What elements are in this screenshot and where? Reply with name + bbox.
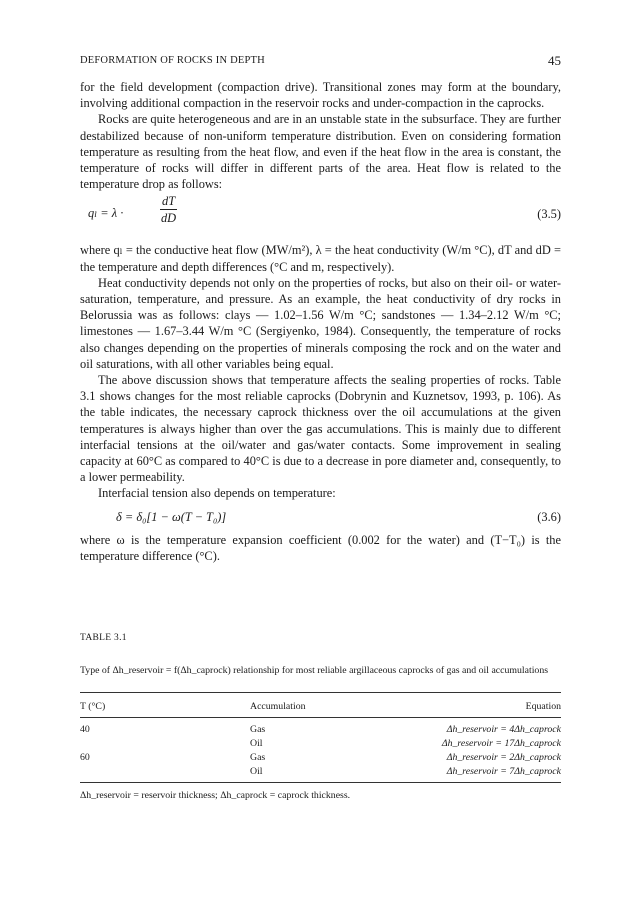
table-cell-accumulation: Gas [250,752,266,763]
equation-number: (3.5) [537,207,561,222]
page-number: 45 [548,53,561,68]
table-header-accumulation: Accumulation [250,701,306,712]
table-cell-equation: Δh_reservoir = 7Δh_caprock [446,766,561,777]
table-header-rule [80,717,561,718]
table-cell-accumulation: Gas [250,724,266,735]
running-head-title: DEFORMATION OF ROCKS IN DEPTH [80,55,265,66]
table-footnote: Δh_reservoir = reservoir thickness; Δh_caprock = caprock thickness. [80,790,351,801]
table-cell-t: 40 [80,724,90,735]
equation-numerator: dT [162,194,176,209]
paragraph: Interfacial tension also depends on temperature: [98,486,336,501]
equation-number: (3.6) [537,509,561,524]
paragraph: The above discussion shows that temperature affects the sealing properties of rocks. Table 3.1 shows changes for the most reliable caprocks (Dobrynin and Kuznetsov, 1993, p. 106). As the table indicates, the necessary caprock thickness over the oil accumulations at the given temperatures is always higher than over the gas accumulations. This is mainly due to different interfacial tensions at the oil/water and gas/water contacts. Some improvement in sealing capacity at 60°C as compared to 40°C is due to a decrease in pore diameter and, consequently, to a lower permeability. [80,373,561,485]
paragraph: Rocks are quite heterogeneous and are in an unstable state in the subsurface. They are further destabilized because of non-uniform temperature distribution. Even on considering formation temperature as resulting from the heat flow, and even if the heat flow in the area is constant, the temperature of rocks will differ in different parts of the area. Heat flow is related to the temperature drop as follows: [80,112,561,192]
paragraph: Heat conductivity depends not only on the properties of rocks, but also on their oil- or water-saturation, temperature, and pressure. As an example, the heat conductivity of dry rocks in Belorussia was as follows: clays — 1.02–1.56 W/m °C; sandstones — 1.34–2.12 W/m °C; limestones — 1.67–3.44 W/m °C (Sergiyenko, 1984). Consequently, the temperature of rocks also changes depending on the properties of minerals composing the rock and on the water and oil saturations, with all other variables being equal. [80,275,561,371]
table-cell-equation: Δh_reservoir = 2Δh_caprock [446,752,561,763]
body-text [80,79,561,564]
equation-3-6 [80,504,561,530]
table-cell-accumulation: Oil [250,766,263,777]
table-cell-equation: Δh_reservoir = 17Δh_caprock [441,738,561,749]
table-cell-accumulation: Oil [250,738,263,749]
paragraph: where ω is the temperature expansion coefficient (0.002 for the water) and (T−T₀) is the temperature difference (°C). [80,532,561,563]
paragraph: for the field development (compaction drive). Transitional zones may form at the boundary, involving additional compaction in the reservoir rocks and under-compaction in the caprocks. [80,80,561,111]
running-head [80,55,561,66]
table-caption: Type of Δh_reservoir = f(Δh_caprock) relationship for most reliable argillaceous caprocks of gas and oil accumulations [80,665,549,676]
equation-denominator: dD [160,211,177,226]
equation-3-5 [80,194,561,238]
table-top-rule [80,692,561,693]
equation-expression: δ = δ₀[1 − ω(T − T₀)] [116,509,227,524]
table-header-equation: Equation [525,701,561,712]
table-cell-equation: Δh_reservoir = 4Δh_caprock [446,724,561,735]
table-bottom-rule [80,782,561,783]
table-cell-t: 60 [80,752,90,763]
paragraph: where qₗ = the conductive heat flow (MW/m²), λ = the heat conductivity (W/m °C), dT and dD = the temperature and depth differences (°C and m, respectively). [80,243,561,274]
equation-fraction [160,194,177,226]
equation-lhs: qₗ = λ · [88,206,124,221]
table-label: TABLE 3.1 [80,633,127,643]
table-header-t: T (°C) [80,701,106,712]
